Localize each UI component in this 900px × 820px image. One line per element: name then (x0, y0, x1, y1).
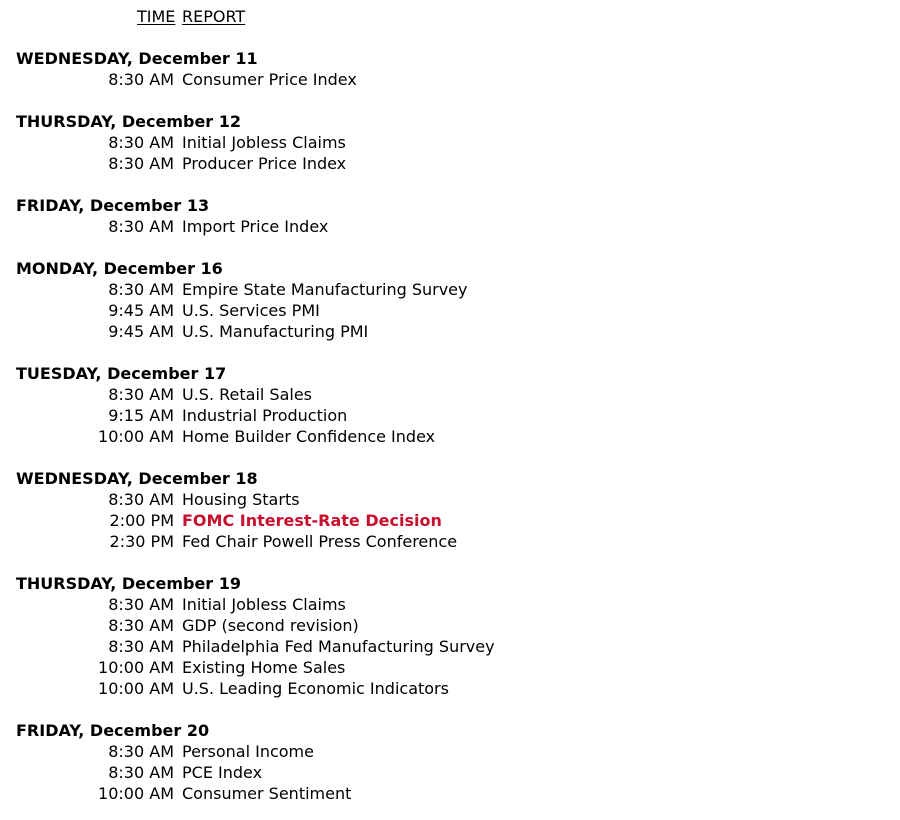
day-section (16, 195, 886, 237)
schedule-list (16, 48, 886, 804)
event-row (16, 741, 886, 762)
event-row (16, 153, 886, 174)
event-row (16, 69, 886, 90)
day-section (16, 111, 886, 174)
column-header-row (16, 6, 886, 27)
event-name: Existing Home Sales (182, 658, 346, 677)
event-time: 8:30 AM (108, 763, 174, 782)
event-time: 8:30 AM (108, 70, 174, 89)
day-heading: THURSDAY, December 19 (16, 574, 242, 593)
event-name: Producer Price Index (182, 154, 347, 173)
event-row (16, 657, 886, 678)
event-name: GDP (second revision) (182, 616, 359, 635)
day-heading: FRIDAY, December 13 (16, 196, 210, 215)
day-heading: FRIDAY, December 20 (16, 721, 210, 740)
event-name: U.S. Retail Sales (182, 385, 313, 404)
event-name: U.S. Services PMI (182, 301, 320, 320)
event-row (16, 426, 886, 447)
event-time: 8:30 AM (108, 637, 174, 656)
report-column-header: REPORT (182, 7, 246, 26)
event-row (16, 762, 886, 783)
event-time: 8:30 AM (108, 490, 174, 509)
event-name: Personal Income (182, 742, 314, 761)
event-time: 10:00 AM (98, 679, 174, 698)
event-row (16, 531, 886, 552)
event-time: 8:30 AM (108, 280, 174, 299)
day-heading: WEDNESDAY, December 11 (16, 49, 258, 68)
day-section (16, 48, 886, 90)
event-name: Fed Chair Powell Press Conference (182, 532, 458, 551)
event-row (16, 216, 886, 237)
event-name: Home Builder Confidence Index (182, 427, 436, 446)
event-time: 8:30 AM (108, 616, 174, 635)
event-row (16, 384, 886, 405)
economic-calendar (16, 6, 886, 804)
day-section (16, 258, 886, 342)
event-time: 10:00 AM (98, 784, 174, 803)
event-time: 9:45 AM (108, 322, 174, 341)
event-name: Initial Jobless Claims (182, 133, 346, 152)
event-name: Philadelphia Fed Manufacturing Survey (182, 637, 495, 656)
event-time: 2:00 PM (109, 511, 174, 530)
day-section (16, 363, 886, 447)
event-name: U.S. Leading Economic Indicators (182, 679, 449, 698)
event-time: 8:30 AM (108, 154, 174, 173)
event-name: U.S. Manufacturing PMI (182, 322, 369, 341)
event-time: 10:00 AM (98, 658, 174, 677)
event-row (16, 783, 886, 804)
event-row (16, 405, 886, 426)
day-heading: MONDAY, December 16 (16, 259, 223, 278)
day-section (16, 573, 886, 699)
event-row (16, 594, 886, 615)
event-row (16, 132, 886, 153)
event-row (16, 636, 886, 657)
event-row (16, 300, 886, 321)
event-row (16, 678, 886, 699)
event-row (16, 489, 886, 510)
event-row (16, 510, 886, 531)
event-name: Consumer Sentiment (182, 784, 352, 803)
day-heading: TUESDAY, December 17 (16, 364, 227, 383)
event-time: 8:30 AM (108, 742, 174, 761)
day-section (16, 720, 886, 804)
event-row (16, 615, 886, 636)
event-name: Consumer Price Index (182, 70, 357, 89)
event-name: Housing Starts (182, 490, 300, 509)
event-time: 8:30 AM (108, 133, 174, 152)
event-name: PCE Index (182, 763, 263, 782)
day-section (16, 468, 886, 552)
time-column-header: TIME (137, 7, 176, 26)
event-time: 10:00 AM (98, 427, 174, 446)
event-name: Industrial Production (182, 406, 348, 425)
event-name: Import Price Index (182, 217, 329, 236)
event-name: Empire State Manufacturing Survey (182, 280, 468, 299)
event-name: Initial Jobless Claims (182, 595, 346, 614)
event-time: 9:45 AM (108, 301, 174, 320)
event-time: 2:30 PM (109, 532, 174, 551)
event-time: 8:30 AM (108, 595, 174, 614)
event-name-highlighted: FOMC Interest-Rate Decision (182, 511, 442, 530)
day-heading: WEDNESDAY, December 18 (16, 469, 258, 488)
event-row (16, 321, 886, 342)
event-time: 8:30 AM (108, 217, 174, 236)
event-time: 9:15 AM (108, 406, 174, 425)
event-time: 8:30 AM (108, 385, 174, 404)
event-row (16, 279, 886, 300)
day-heading: THURSDAY, December 12 (16, 112, 242, 131)
